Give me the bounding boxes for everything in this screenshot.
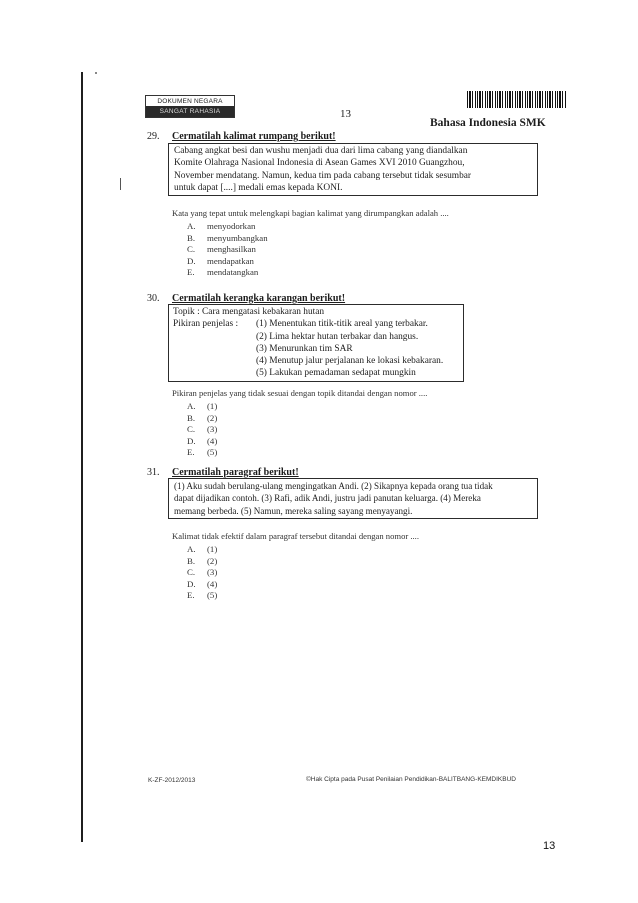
passage-line: November mendatang. Namun, kedua tim pada cabang tersebut tidak sesumbar [174,170,472,181]
option-letter: E. [187,267,195,278]
option-text: (5) [207,590,218,601]
paragraph-line: (1) Aku sudah berulang-ulang mengingatkan Andi. (2) Sikapnya kepada orang tua tidak [174,481,493,491]
binding-edge-line [81,72,83,842]
question-prompt: Kalimat tidak efektif dalam paragraf tersebut ditandai dengan nomor .... [172,531,419,541]
option-text: menyodorkan [207,221,256,231]
paragraph-line: dapat dijadikan contoh. (3) Rafi, adik Andi, justru jadi panutan keluarga. (4) Mereka [174,493,481,504]
support-item: (1) Menentukan titik-titik areal yang terbakar. [256,319,428,330]
option-text: (1) [207,401,218,411]
option-letter: E. [187,447,195,458]
stamp-top-text: DOKUMEN NEGARA [157,98,223,105]
stamp-bottom-text: SANGAT RAHASIA [146,106,234,117]
option-letter: D. [187,435,196,446]
option-text: mendatangkan [207,267,259,278]
question-number: 29. [147,131,160,142]
option-a[interactable] [187,544,217,556]
footer-page-number: 13 [543,840,556,852]
margin-mark [120,178,121,190]
outline-topic: Topik : Cara mengatasi kebakaran hutan [173,307,325,317]
passage-line: untuk dapat [....] medali emas kepada KONI. [174,182,343,193]
option-c[interactable] [187,244,268,256]
passage-line: Cabang angkat besi dan wushu menjadi dua dari lima cabang yang diandalkan [174,146,468,156]
support-label: Pikiran penjelas : [173,319,239,330]
outline-support-row [173,318,459,330]
question-title: Cermatilah kerangka karangan berikut! [172,293,346,304]
option-b[interactable] [187,233,268,245]
exam-code: K-ZF-2012/2013 [148,777,196,784]
option-letter: C. [187,424,196,435]
option-d[interactable] [187,436,217,448]
question-prompt: Kata yang tepat untuk melengkapi bagian kalimat yang dirumpangkan adalah .... [172,208,449,218]
option-text: (3) [207,567,218,578]
question-number: 31. [147,467,160,478]
option-letter: A. [187,401,196,411]
barcode [467,91,566,108]
option-text: (5) [207,447,218,458]
question-title: Cermatilah kalimat rumpang berikut! [172,131,336,142]
paragraph-line: memang berbeda. (5) Namun, mereka saling sayang menyayangi. [174,505,413,516]
question-title: Cermatilah paragraf berikut! [172,467,299,478]
option-text: mendapatkan [207,255,254,266]
option-b[interactable] [187,413,217,425]
option-letter: B. [187,555,196,566]
option-letter: A. [187,221,196,231]
option-c[interactable] [187,424,217,436]
passage-line: Komite Olahraga Nasional Indonesia di Asean Games XVI 2010 Guangzhou, [174,158,465,169]
option-b[interactable] [187,556,217,568]
support-item: (3) Menurunkan tim SAR [256,343,353,354]
scan-speck [95,72,97,74]
answer-options [187,401,217,459]
option-letter: B. [187,232,196,243]
option-letter: C. [187,567,196,578]
support-item: (2) Lima hektar hutan terbakar dan hangus. [256,331,419,342]
option-d[interactable] [187,256,268,268]
option-text: (2) [207,412,218,423]
option-letter: D. [187,255,196,266]
option-text: menyumbangkan [207,232,268,243]
option-text: (4) [207,578,218,589]
question-number: 30. [147,293,160,304]
answer-options [187,221,268,279]
outline-box [168,304,464,382]
option-text: (3) [207,424,218,435]
option-letter: A. [187,544,196,554]
option-e[interactable] [187,590,217,602]
option-e[interactable] [187,447,217,459]
option-text: (4) [207,435,218,446]
option-c[interactable] [187,567,217,579]
header-page-number: 13 [340,108,351,120]
option-letter: D. [187,578,196,589]
option-a[interactable] [187,401,217,413]
confidential-stamp [145,95,235,118]
option-text: (1) [207,544,218,554]
passage-box [168,143,538,196]
option-letter: B. [187,412,196,423]
option-e[interactable] [187,267,268,279]
option-d[interactable] [187,579,217,591]
paragraph-box [168,478,538,519]
support-item: (4) Menutup jalur perjalanan ke lokasi kebakaran. [256,356,444,367]
question-prompt: Pikiran penjelas yang tidak sesuai dengan topik ditandai dengan nomor .... [172,388,428,398]
option-letter: E. [187,590,195,601]
copyright-note: ©Hak Cipta pada Pusat Penilaian Pendidikan-BALITBANG-KEMDIKBUD [306,776,516,783]
option-letter: C. [187,244,196,255]
support-item: (5) Lakukan pemadaman sedapat mungkin [256,368,416,379]
subject-title: Bahasa Indonesia SMK [430,117,546,129]
answer-options [187,544,217,602]
option-text: (2) [207,555,218,566]
option-text: menghasilkan [207,244,256,255]
option-a[interactable] [187,221,268,233]
